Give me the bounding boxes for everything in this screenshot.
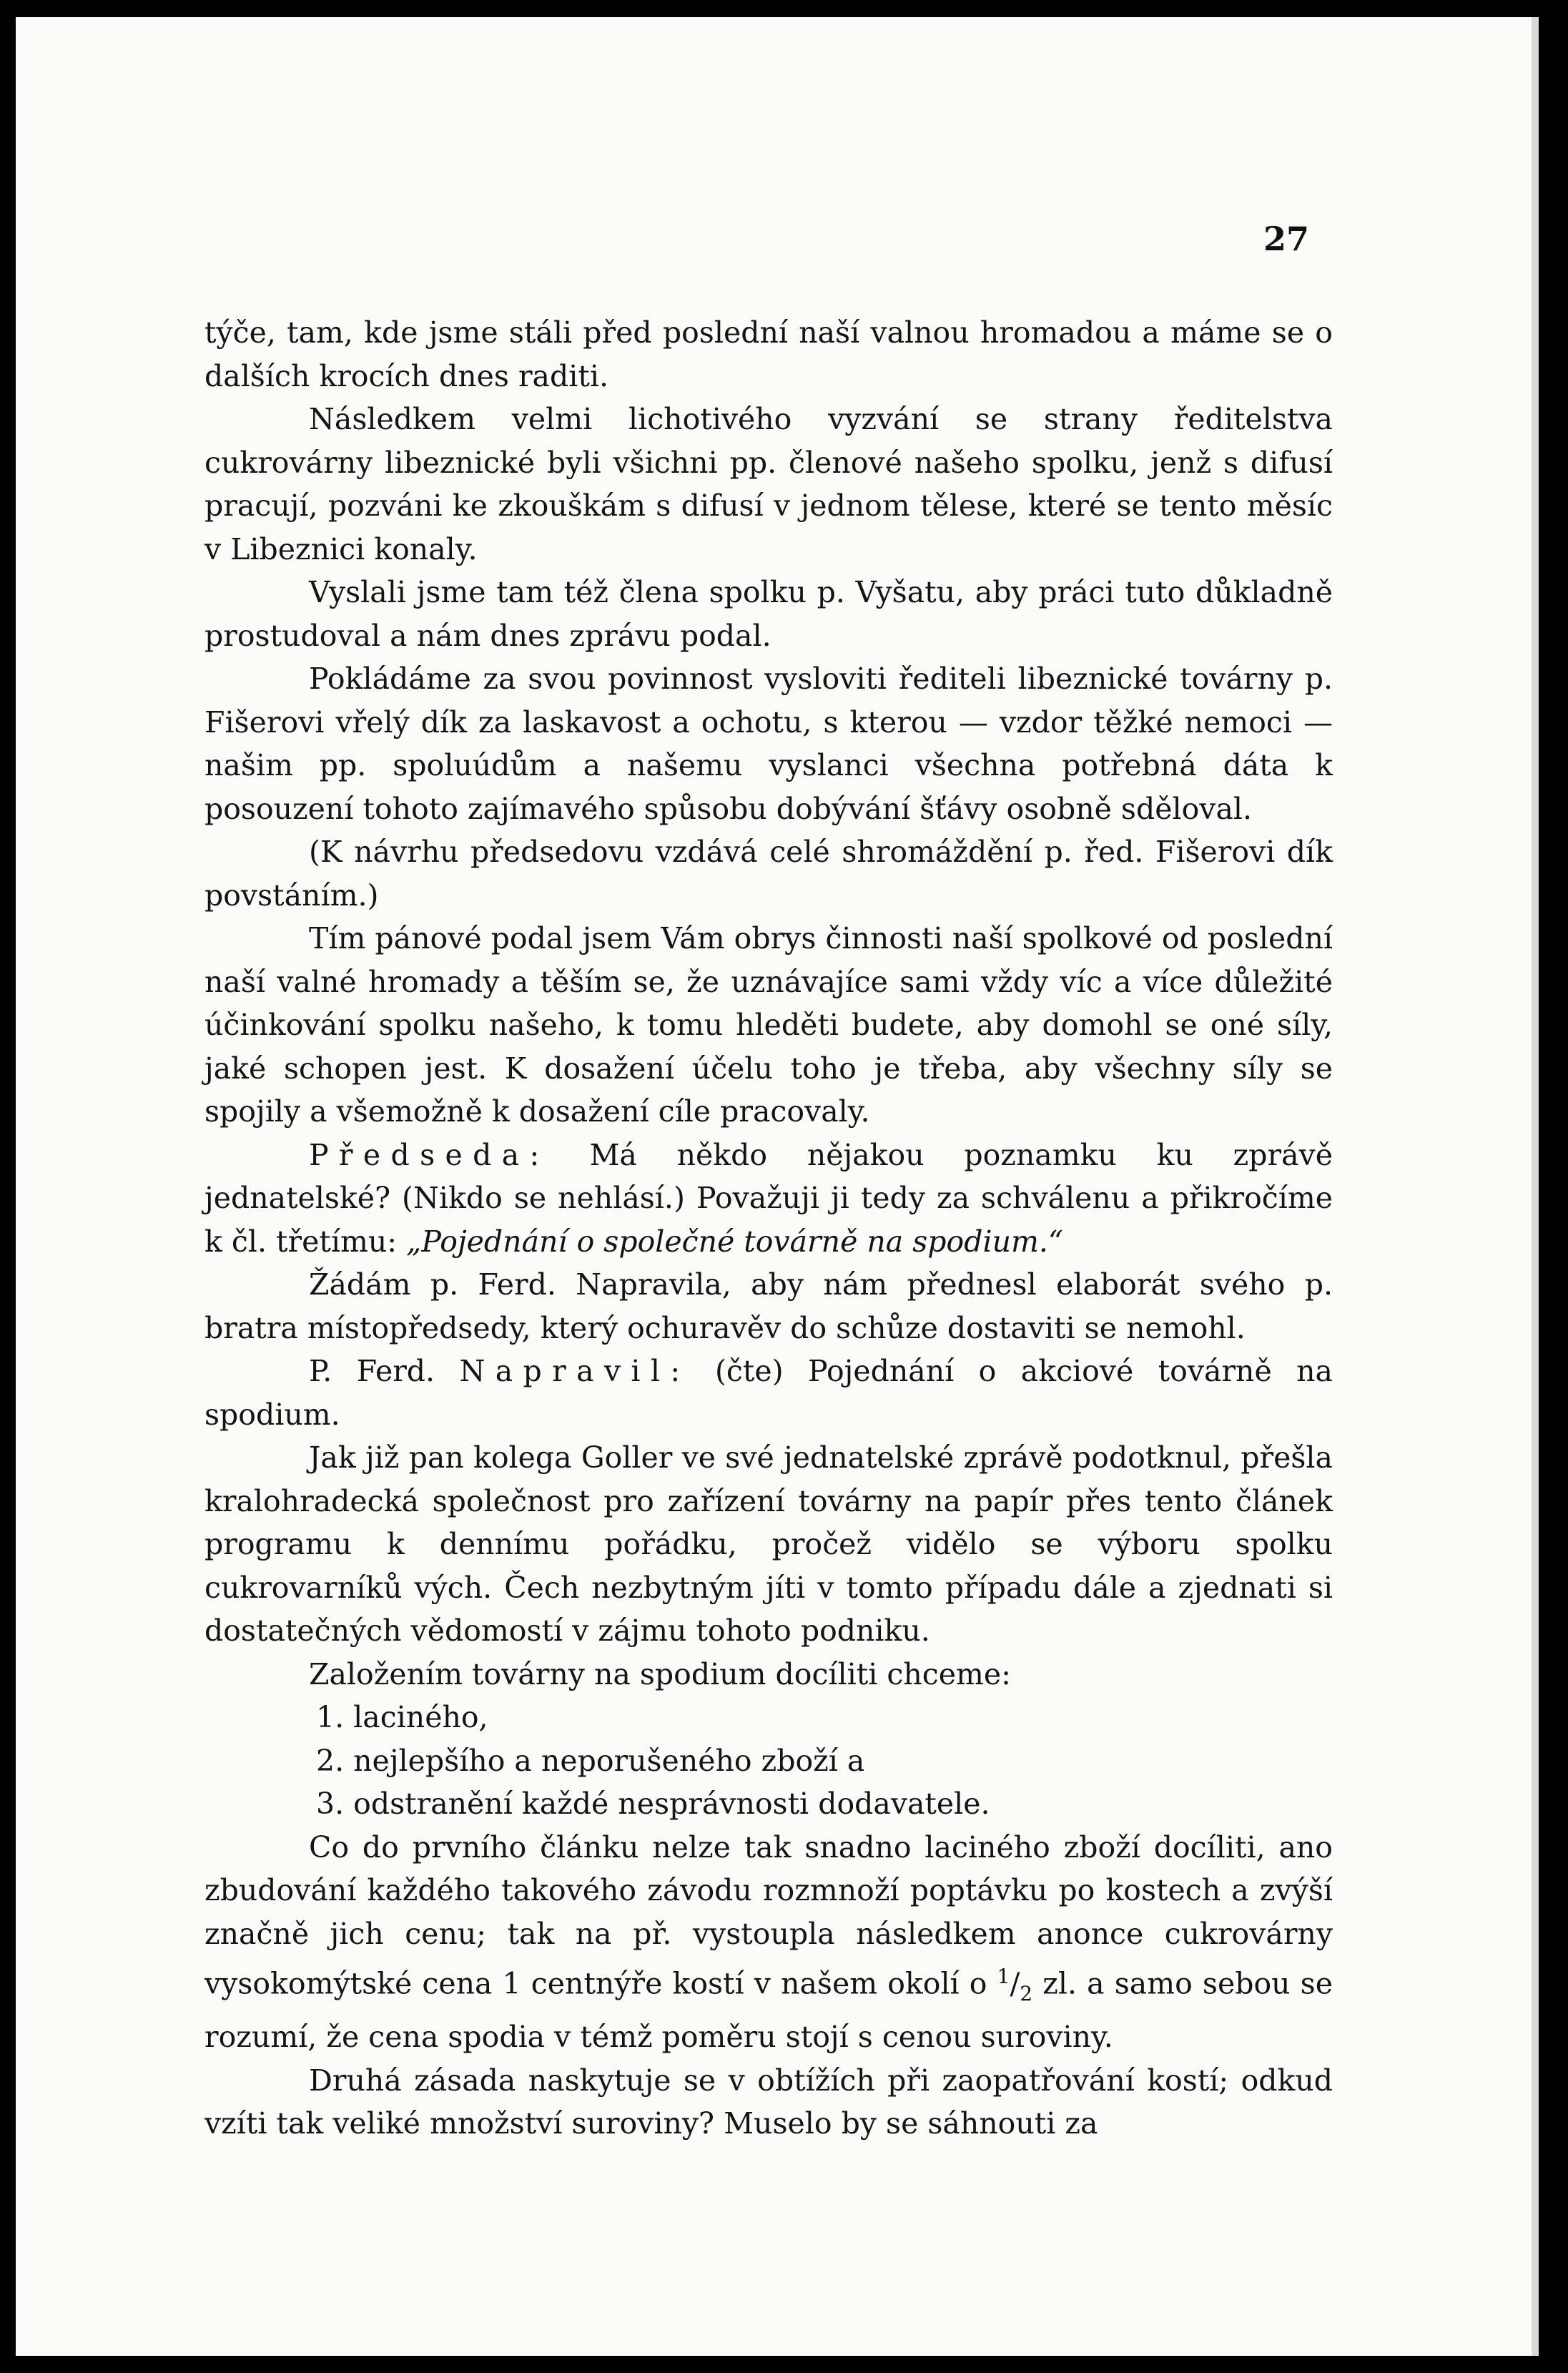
paragraph: (K návrhu předsedovu vzdává celé shromáždění p. řed. Fišerovi dík povstáním.) [204, 835, 1333, 913]
speaker-name: Napravil: [459, 1354, 691, 1388]
page-number: 27 [1263, 220, 1310, 258]
paragraph-text: Má někdo nějakou poznamku ku zprávě jednatelské? (Nikdo se nehlásí.) Považuji ji tedy za schválenu a přikročíme k čl. třetímu: [204, 1137, 1333, 1259]
agenda-title: „Pojednání o společné továrně na spodium.“ [406, 1224, 1063, 1259]
paragraph: Jak již pan kolega Goller ve své jednatelské zprávě podotknul, přešla kralohradecká společnost pro zařízení továrny na papír přes tento článek programu k dennímu pořádku, pročež vidělo se výboru spolku cukrovarníků vých. Čech nezbytným jíti v tomto případu dále a zjednati si dostatečných vědomostí v zájmu tohoto podniku. [204, 1440, 1333, 1648]
list-item: 2. nejlepšího a neporušeného zboží a [316, 1743, 865, 1778]
paragraph [204, 1350, 1333, 1436]
paragraph-text: zl. a samo sebou se rozumí, že cena spodia v témž poměru stojí s cenou suroviny. [204, 1966, 1333, 2055]
fraction-numerator: 1 [997, 1965, 1010, 1988]
paragraph: týče, tam, kde jsme stáli před poslední naší valnou hromadou a máme se o dalších krocích dnes raditi. [204, 315, 1333, 393]
document-page [16, 17, 1539, 2356]
paragraph [204, 1134, 1333, 1264]
fraction-denominator: 2 [1020, 1981, 1033, 2005]
list-item: 3. odstranění každé nesprávnosti dodavatele. [316, 1787, 990, 1821]
paragraph: Založením továrny na spodium docíliti chceme: [309, 1656, 1011, 1691]
paragraph: Druhá zásada naskytuje se v obtížích při zaopatřování kostí; odkud vzíti tak veliké množství suroviny? Muselo by se sáhnouti za [204, 2063, 1333, 2141]
paragraph: Tím pánové podal jsem Vám obrys činnosti naší spolkové od poslední naší valné hromady a těším se, že uznávajíce sami vždy víc a více důležité účinkování spolku našeho, k tomu hleděti budete, aby domohl se oné síly, jaké schopen jest. K dosažení účelu toho je třeba, aby všechny síly se spojily a všemožně k dosažení cíle pracovaly. [204, 921, 1333, 1129]
body-text [204, 311, 1333, 2146]
paragraph: Vyslali jsme tam též člena spolku p. Vyšatu, aby práci tuto důkladně prostudoval a nám dnes zprávu podal. [204, 575, 1333, 653]
paragraph: Žádám p. Ferd. Napravila, aby nám přednesl elaborát svého p. bratra místopředsedy, který ochuravěv do schůze dostaviti se nemohl. [204, 1267, 1333, 1345]
paragraph-text: (čte) Pojednání o akciové továrně na spodium. [204, 1354, 1333, 1432]
paragraph-text: Co do prvního článku nelze tak snadno laciného zboží docíliti, ano zbudování každého takového závodu rozmnoží poptávku po kostech a zvýší značně jich cenu; tak na př. vystoupla následkem anonce cukrovárny vysokomýtské cena 1 centnýře kostí v našem okolí o [204, 1829, 1333, 2001]
paragraph: Následkem velmi lichotivého vyzvání se strany ředitelstva cukrovárny libeznické byli všichni pp. členové našeho spolku, jenž s difusí pracují, pozváni ke zkouškám s difusí v jednom tělese, které se tento měsíc v Libeznici konaly. [204, 402, 1333, 566]
speaker-prefix: P. Ferd. [309, 1354, 435, 1388]
paragraph: Co do prvního článku nelze tak snadno laciného zboží docíliti, ano zbudování každého takového závodu rozmnoží poptávku po kostech a zvýší značně jich cenu; tak na př. vystoupla následkem anonce cukrovárny vysokomýtské cena 1 centnýře kostí v našem okolí o $^1/_2$ zl. a samo sebou se rozumí, že cena spodia v témž poměru stojí s cenou suroviny. [204, 1829, 1333, 2055]
list-item: 1. laciného, [316, 1700, 488, 1734]
speaker-name: Předseda: [309, 1137, 550, 1172]
paragraph: Pokládáme za svou povinnost vysloviti řediteli libeznické továrny p. Fišerovi vřelý dík za laskavost a ochotu, s kterou — vzdor těžké nemoci — našim pp. spoluúdům a našemu vyslanci všechna potřebná dáta k posouzení tohoto zajímavého spůsobu dobývání šťávy osobně sděloval. [204, 662, 1333, 826]
